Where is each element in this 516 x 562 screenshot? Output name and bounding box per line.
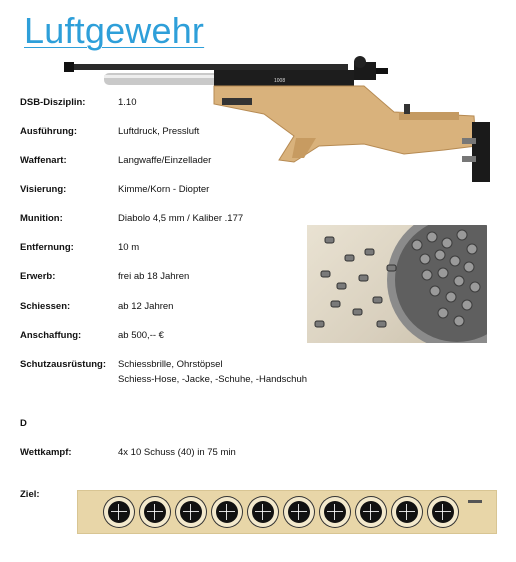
target-bull-icon: [108, 501, 130, 523]
row-value: ab 12 Jahren: [118, 301, 174, 312]
row-value: Schiessbrille, Ohrstöpsel: [118, 359, 223, 370]
row-label: Ausführung:: [20, 126, 77, 137]
row-label: DSB-Disziplin:: [20, 97, 86, 108]
target-bull-icon: [324, 501, 346, 523]
air-rifle-image: [64, 54, 504, 194]
target-bull-icon: [144, 501, 166, 523]
target-bull-icon: [216, 501, 238, 523]
row-value: frei ab 18 Jahren: [118, 271, 190, 282]
target-label-mark: [468, 500, 482, 503]
row-label: Entfernung:: [20, 242, 74, 253]
target-strip-image: [77, 490, 497, 534]
row-label: Schutzausrüstung:: [20, 359, 107, 370]
target-bull-icon: [396, 501, 418, 523]
row-value: Langwaffe/Einzellader: [118, 155, 212, 166]
row-value: Kimme/Korn - Diopter: [118, 184, 210, 195]
row-label: Schiessen:: [20, 301, 71, 312]
target-bull-icon: [252, 501, 274, 523]
row-value: 10 m: [118, 242, 140, 253]
section-marker: D: [20, 418, 27, 429]
target-bull-icon: [180, 501, 202, 523]
row-label: Visierung:: [20, 184, 67, 195]
svg-text:1008: 1008: [274, 78, 286, 84]
row-label: Wettkampf:: [20, 447, 72, 458]
row-value: Luftdruck, Pressluft: [118, 126, 200, 137]
row-label: Waffenart:: [20, 155, 67, 166]
target-bull-icon: [432, 501, 454, 523]
row-label: Erwerb:: [20, 271, 56, 282]
target-bull-icon: [360, 501, 382, 523]
row-label: Munition:: [20, 213, 63, 224]
row-value: ab 500,-- €: [118, 330, 164, 341]
diabolo-pellets-image: [307, 225, 487, 343]
row-value: 1.10: [118, 97, 137, 108]
row-value: Diabolo 4,5 mm / Kaliber .177: [118, 213, 244, 224]
page-title: Luftgewehr: [24, 10, 205, 51]
target-bull-icon: [288, 501, 310, 523]
row-value-secondary: Schiess-Hose, -Jacke, -Schuhe, -Handschuh: [118, 374, 308, 385]
row-label: Ziel:: [20, 489, 40, 500]
row-value: 4x 10 Schuss (40) in 75 min: [118, 447, 236, 458]
row-label: Anschaffung:: [20, 330, 82, 341]
